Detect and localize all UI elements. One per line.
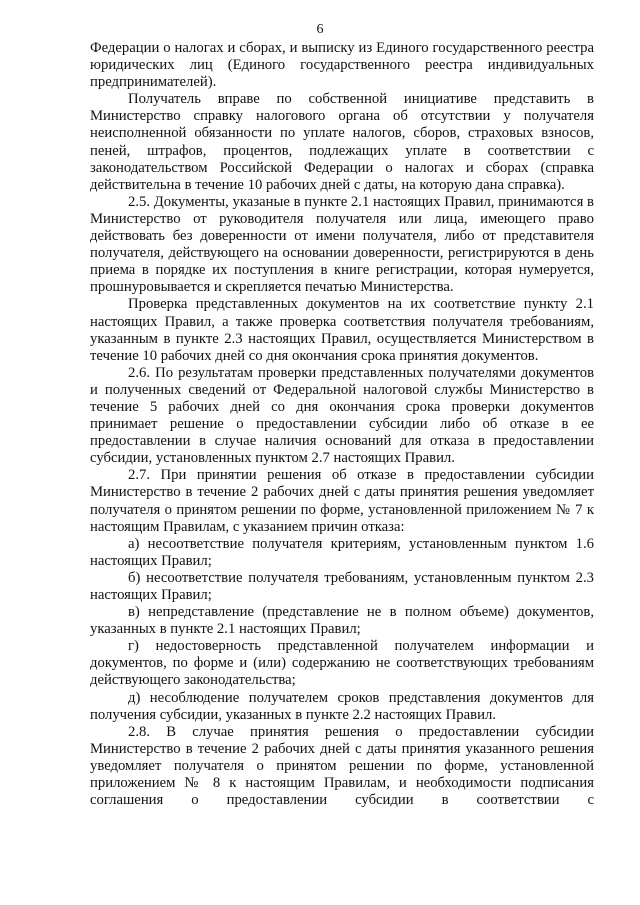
list-item-a: а) несоответствие получателя критериям, установленным пунктом 1.6 настоящих Правил; xyxy=(90,535,594,569)
document-body xyxy=(90,40,594,809)
list-item-b: б) несоответствие получателя требованиям, установленным пунктом 2.3 настоящих Правил; xyxy=(90,569,594,603)
paragraph-verification: Проверка представленных документов на их соответствие пункту 2.1 настоящих Правил, а также проверка соответствия получателя требованиям, указанным в пункте 2.3 настоящих Правил, осуществляется Министерством в течение 10 рабочих дней со дня окончания срока принятия документов. xyxy=(90,296,594,364)
list-item-g: г) недостоверность представленной получателем информации и документов, по форме и (или) содержанию не соответствующих требованиям действующего законодательства; xyxy=(90,638,594,689)
page-number: 6 xyxy=(316,22,324,37)
list-item-d: д) несоблюдение получателем сроков представления документов для получения субсидии, указанных в пункте 2.2 настоящих Правил. xyxy=(90,689,594,723)
paragraph-2-6: 2.6. По результатам проверки представленных получателями документов и полученных сведений от Федеральной налоговой службы Министерство в течение 5 рабочих дней со дня окончания срока проверки документов принимает решение о предоставлении субсидии либо об отказе в ее предоставлении в случае наличия оснований для отказа в предоставлении субсидии, установленных пунктом 2.7 настоящих Правил. xyxy=(90,364,594,467)
paragraph-2: Получатель вправе по собственной инициативе представить в Министерство справку налогового органа об отсутствии у получателя неисполненной обязанности по уплате налогов, сборов, страховых взносов, пеней, штрафов, процентов, подлежащих уплате в соответствии с законодательством Российской Федерации о налогах и сборах (справка действительна в течение 10 рабочих дней с даты, на которую дана справка). xyxy=(90,91,594,193)
list-item-v: в) непредставление (представление не в полном объеме) документов, указанных в пункте 2.1 настоящих Правил; xyxy=(90,604,594,638)
paragraph-2-5: 2.5. Документы, указаные в пункте 2.1 настоящих Правил, принимаются в Министерство от руководителя получателя или лица, имеющего право действовать без доверенности от имени получателя, либо от представителя получателя, действующего на основании доверенности, регистрируются в день приема в порядке их поступления в книге регистрации, которая нумеруется, прошнуровывается и скрепляется печатью Министерства. xyxy=(90,193,594,296)
paragraph-2-8: 2.8. В случае принятия решения о предоставлении субсидии Министерство в течение 2 рабочих дней с даты принятия указанного решения уведомляет получателя о принятом решении по форме, установленной приложением № 8 к настоящим Правилам, и необходимости подписания соглашения о предоставлении субсидии в соответствии с xyxy=(90,723,594,809)
paragraph-1: Федерации о налогах и сборах, и выписку из Единого государственного реестра юридических лиц (Единого государственного реестра индивидуальных предпринимателей). xyxy=(90,40,594,91)
paragraph-2-7: 2.7. При принятии решения об отказе в предоставлении субсидии Министерство в течение 2 рабочих дней с даты принятия решения уведомляет получателя о принятом решении по форме, установленной приложением № 7 к настоящим Правилам, с указанием причин отказа: xyxy=(90,467,594,535)
